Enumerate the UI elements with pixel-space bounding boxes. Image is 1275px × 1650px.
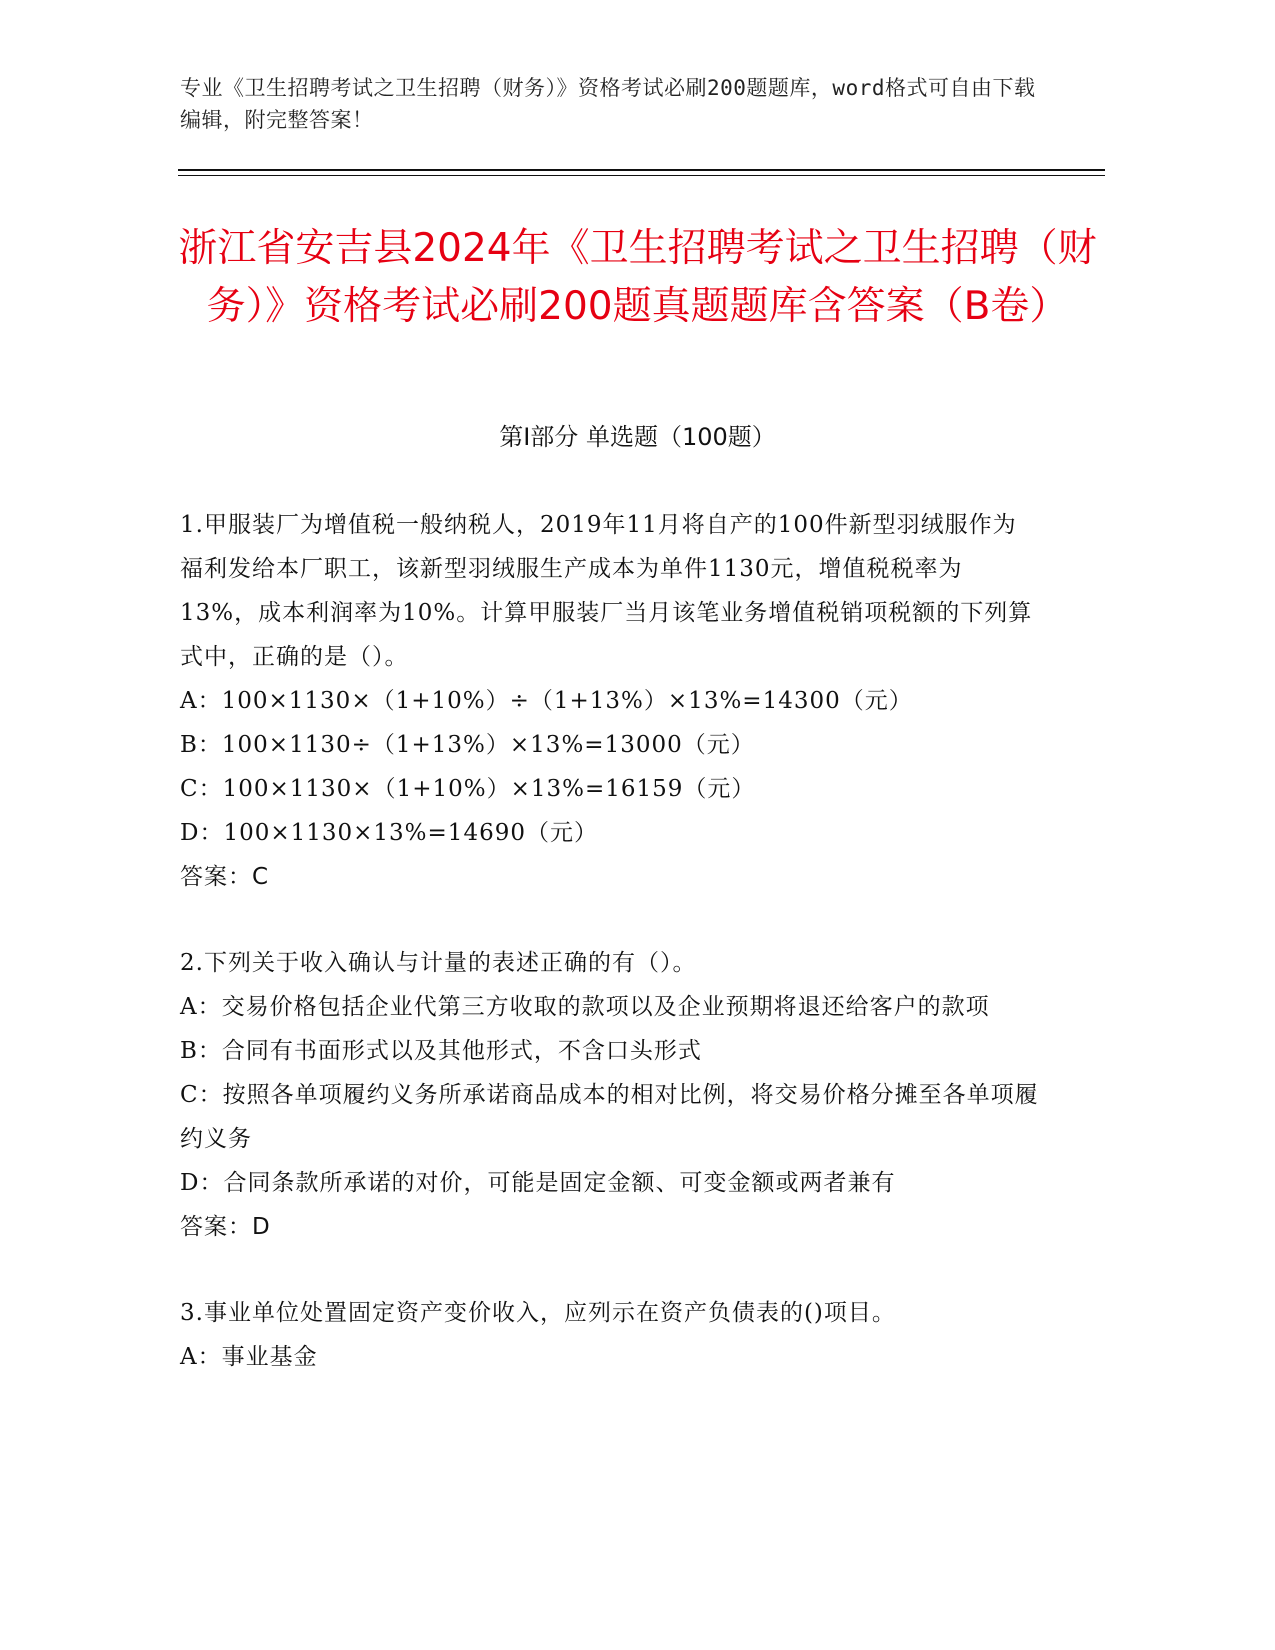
option-c: C：100×1130×（1+10%）×13%=16159（元） [180, 776, 756, 802]
question-3 [180, 1291, 1040, 1379]
question-2 [180, 941, 1040, 1249]
header-divider-thick [178, 169, 1105, 171]
question-1 [180, 503, 1040, 899]
question-stem: 2.下列关于收入确认与计量的表述正确的有（）。 [180, 950, 697, 976]
option-d: D：合同条款所承诺的对价，可能是固定金额、可变金额或两者兼有 [180, 1170, 896, 1196]
option-b: B：100×1130÷（1+13%）×13%=13000（元） [180, 732, 755, 758]
option-d: D：100×1130×13%=14690（元） [180, 820, 598, 846]
question-stem: 1.甲服装厂为增值税一般纳税人，2019年11月将自产的100件新型羽绒服作为福利发给本厂职工，该新型羽绒服生产成本为单件1130元，增值税税率为13%，成本利润率为10%。计算甲服装厂当月该笔业务增值税销项税额的下列算式中，正确的是（）。 [180, 512, 1033, 670]
question-stem: 3.事业单位处置固定资产变价收入，应列示在资产负债表的()项目。 [180, 1300, 896, 1326]
option-b: B：合同有书面形式以及其他形式，不含口头形式 [180, 1038, 702, 1064]
document-title: 浙江省安吉县2024年《卫生招聘考试之卫生招聘（财务）》资格考试必刷200题真题题库含答案（B卷） [178, 226, 1097, 329]
answer-line: 答案：D [180, 1214, 271, 1240]
option-a: A：交易价格包括企业代第三方收取的款项以及企业预期将退还给客户的款项 [180, 994, 990, 1020]
option-a: A：事业基金 [180, 1344, 318, 1370]
option-a: A：100×1130×（1+10%）÷（1+13%）×13%=14300（元） [180, 688, 913, 714]
header-divider-thin [178, 175, 1105, 176]
section-heading: 第Ⅰ部分 单选题（100题） [499, 423, 776, 451]
answer-line: 答案：C [180, 864, 270, 890]
option-c: C：按照各单项履约义务所承诺商品成本的相对比例，将交易价格分摊至各单项履约义务 [180, 1082, 1039, 1152]
header-note: 专业《卫生招聘考试之卫生招聘（财务）》资格考试必刷200题题库，word格式可自由下载编辑，附完整答案！ [180, 76, 1036, 132]
question-list [180, 503, 1040, 1421]
